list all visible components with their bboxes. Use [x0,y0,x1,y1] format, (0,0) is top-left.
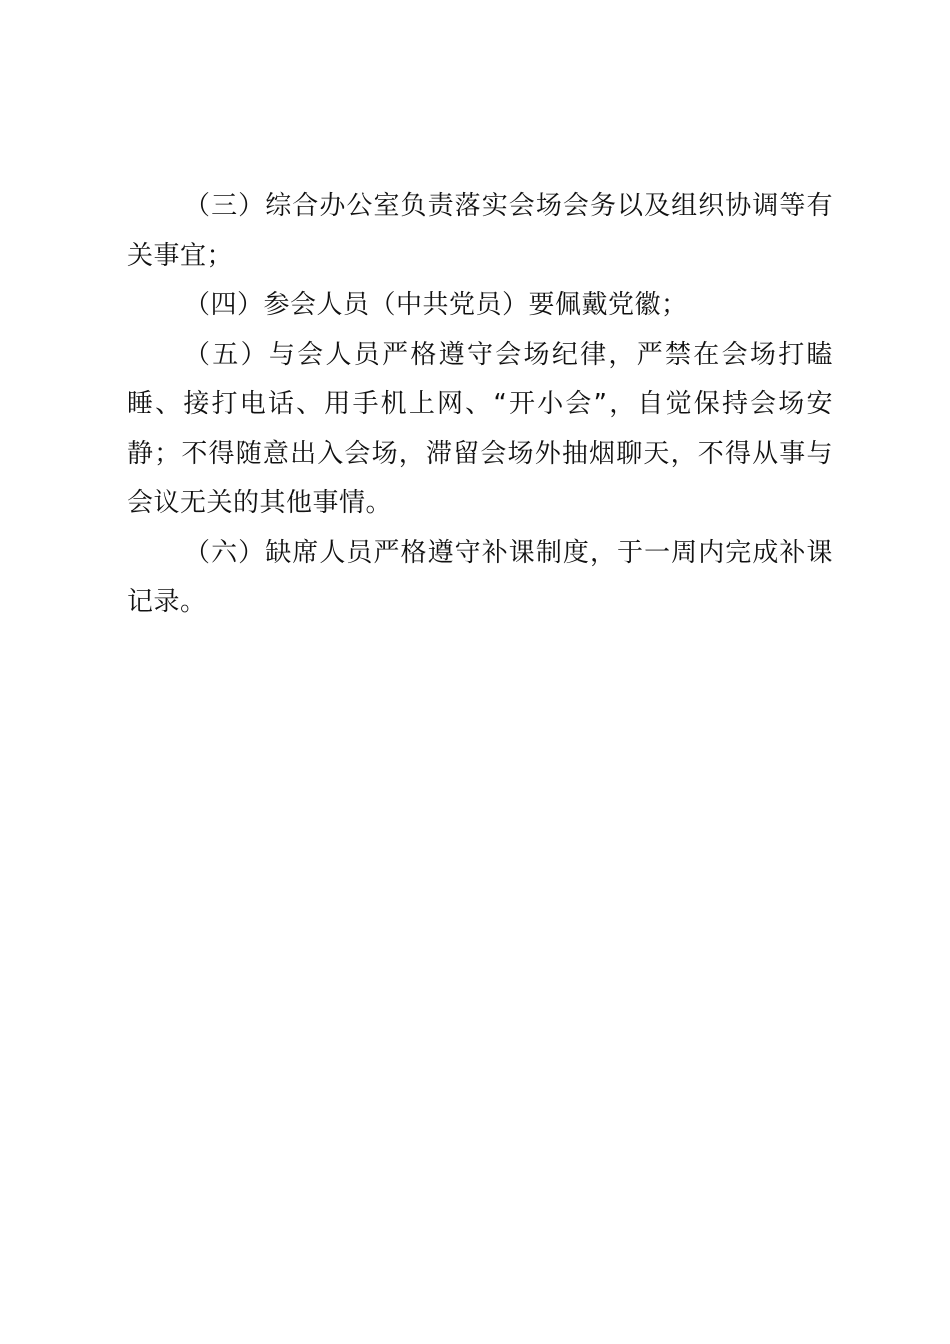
document-body [127,182,833,628]
paragraph-item-3: （三）综合办公室负责落实会场会务以及组织协调等有关事宜； [127,191,833,271]
paragraph-item-4: （四）参会人员（中共党员）要佩戴党徽； [184,290,688,320]
paragraph-item-6: （六）缺席人员严格遵守补课制度，于一周内完成补课记录。 [127,537,833,617]
paragraph-item-5: （五）与会人员严格遵守会场纪律，严禁在会场打瞌睡、接打电话、用手机上网、“开小会”，自觉保持会场安静；不得随意出入会场，滞留会场外抽烟聊天，不得从事与会议无关的其他事情。 [127,339,833,518]
